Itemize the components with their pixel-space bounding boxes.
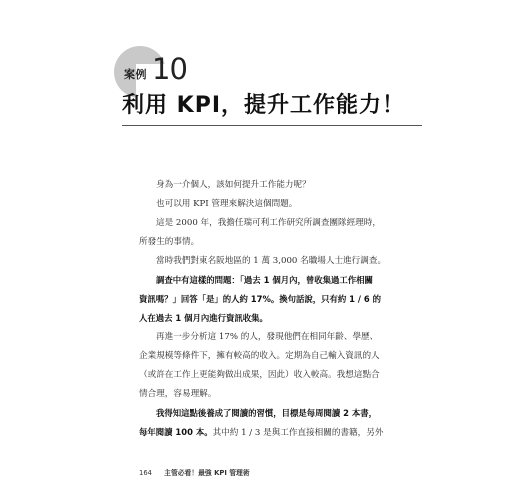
chapter-title: 利用 KPI，提升工作能力！	[122, 93, 406, 118]
page-footer	[139, 467, 250, 477]
page-number: 164	[139, 469, 152, 477]
text-line: 情合理，容易理解。	[139, 389, 217, 399]
case-number: 10	[152, 52, 187, 86]
text-line: （或許在工作上更能夠做出成果，因此）收入較高。我想這點合	[139, 370, 380, 380]
text-line: 調查中有這樣的問題：「過去 1 個月內，曾收集過工作相關	[156, 275, 373, 285]
text-line: 企業規模等條件下，擁有較高的收入。定期為自己輸入資訊的人	[139, 351, 380, 361]
book-title: 主管必看！最強 KPI 管理術	[164, 469, 250, 477]
text-line: 我得知這點後養成了閱讀的習慣，目標是每周閱讀 2 本書，	[156, 408, 378, 418]
title-divider	[122, 125, 422, 126]
text-line: 身為一介個人，該如何提升工作能力呢？	[156, 180, 311, 190]
text-line: 所發生的事情。	[139, 237, 200, 247]
case-badge	[110, 36, 200, 92]
body-text	[139, 176, 389, 442]
text-line: 也可以用 KPI 管理來解決這個問題。	[156, 199, 298, 209]
text-line: 每年閱讀 100 本。其中約 1 / 3 是與工作直接相關的書籍，另外	[139, 427, 384, 438]
case-label: 案例	[124, 68, 147, 81]
text-line: 當時我們對東名阪地區的 1 萬 3,000 名職場人士進行調查。	[156, 256, 387, 266]
text-line: 人在過去 1 個月內進行資訊收集。	[139, 313, 268, 323]
text-line: 這是 2000 年，我擔任瑞可利工作研究所調查團隊經理時，	[156, 218, 381, 228]
text-line: 資訊嗎？」回答「是」的人約 17%。換句話說，只有約 1 / 6 的	[139, 294, 381, 304]
text-line: 再進一步分析這 17% 的人，發現他們在相同年齡、學歷、	[156, 332, 379, 342]
